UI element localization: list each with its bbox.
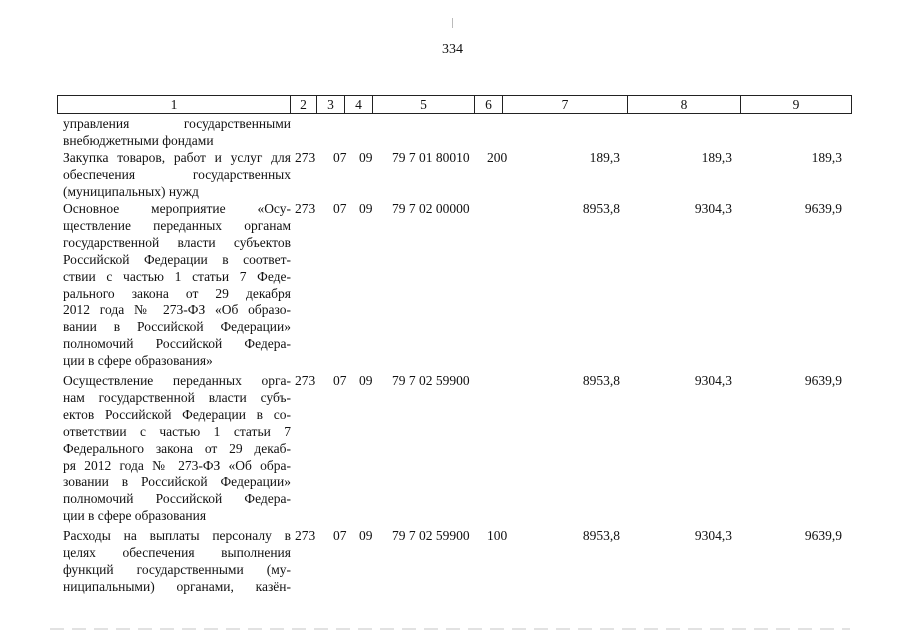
cell-amount-8: 9304,3 [694,528,732,543]
desc-line: ствии с частью 1 статьи 7 Феде- [63,268,291,284]
desc-line: обеспечения государственных [63,166,291,182]
desc-line: ответствии с частью 1 статьи 7 [63,423,291,439]
scan-mark [452,18,453,28]
cell-amount-8: 9304,3 [694,201,732,216]
cell-section: 07 [333,150,347,165]
header-col-4: 4 [345,96,373,113]
row-description [63,528,291,596]
desc-line: ниципальными) органами, казён- [63,578,291,594]
desc-line: 2012 года № 273-ФЗ «Об образо- [63,302,291,318]
desc-line: внебюджетными фондами [63,132,214,148]
cell-target-article: 79 7 02 00000 [392,201,470,216]
cell-subsection: 09 [359,150,373,165]
desc-line: вании в Российской Федерации» [63,319,291,335]
row-description [63,116,291,150]
desc-line: государственной власти субъектов [63,234,291,250]
header-col-2: 2 [291,96,317,113]
desc-line: ектов Российской Федерации в со- [63,406,291,422]
desc-line: (муниципальных) нужд [63,183,199,199]
cell-ministry: 273 [295,528,316,543]
cell-ministry: 273 [295,201,316,216]
desc-line: ществление переданных органам [63,217,291,233]
header-col-5: 5 [373,96,475,113]
cell-target-article: 79 7 02 59900 [392,373,470,388]
desc-line: целях обеспечения выполнения [63,544,291,560]
desc-line: ции в сфере образования [63,508,207,524]
cell-amount-7: 8953,8 [582,528,620,543]
cell-section: 07 [333,201,347,216]
desc-line: функций государственными (му- [63,561,291,577]
cell-amount-9: 189,3 [811,150,842,165]
desc-line: зовании в Российской Федерации» [63,474,291,490]
cell-amount-9: 9639,9 [804,201,842,216]
cell-ministry: 273 [295,150,316,165]
header-col-1: 1 [58,96,291,113]
cell-amount-7: 8953,8 [582,373,620,388]
row-description [63,201,291,370]
table-header [57,95,852,114]
cell-ministry: 273 [295,373,316,388]
cell-subsection: 09 [359,528,373,543]
desc-line: Российской Федерации в соответ- [63,251,291,267]
cell-subsection: 09 [359,201,373,216]
cell-amount-7: 8953,8 [582,201,620,216]
desc-line: нам государственной власти субъ- [63,389,291,405]
scan-edge-noise [50,628,850,630]
desc-line: ции в сфере образования» [63,353,213,369]
desc-line: Закупка товаров, работ и услуг для [63,150,291,165]
header-col-8: 8 [628,96,741,113]
desc-line: Федерального закона от 29 декаб- [63,440,291,456]
cell-subsection: 09 [359,373,373,388]
desc-line: Осуществление переданных орга- [63,373,291,388]
cell-expense-type: 200 [487,150,508,165]
cell-target-article: 79 7 02 59900 [392,528,470,543]
cell-expense-type: 100 [487,528,508,543]
header-col-3: 3 [317,96,345,113]
desc-line: ря 2012 года № 273-ФЗ «Об обра- [63,457,291,473]
cell-amount-8: 9304,3 [694,373,732,388]
row-description [63,373,291,525]
cell-amount-8: 189,3 [701,150,732,165]
desc-line: полномочий Российской Федера- [63,336,291,352]
page-number: 334 [442,42,463,57]
desc-line: управления государственными [63,116,291,131]
cell-target-article: 79 7 01 80010 [392,150,470,165]
desc-line: полномочий Российской Федера- [63,491,291,507]
cell-section: 07 [333,373,347,388]
header-col-7: 7 [503,96,628,113]
desc-line: рального закона от 29 декабря [63,285,291,301]
desc-line: Расходы на выплаты персоналу в [63,528,291,543]
cell-amount-9: 9639,9 [804,528,842,543]
row-description [63,150,291,201]
cell-amount-7: 189,3 [589,150,620,165]
header-col-9: 9 [792,97,800,112]
cell-amount-9: 9639,9 [804,373,842,388]
cell-section: 07 [333,528,347,543]
header-col-6: 6 [475,96,503,113]
desc-line: Основное мероприятие «Осу- [63,201,291,216]
